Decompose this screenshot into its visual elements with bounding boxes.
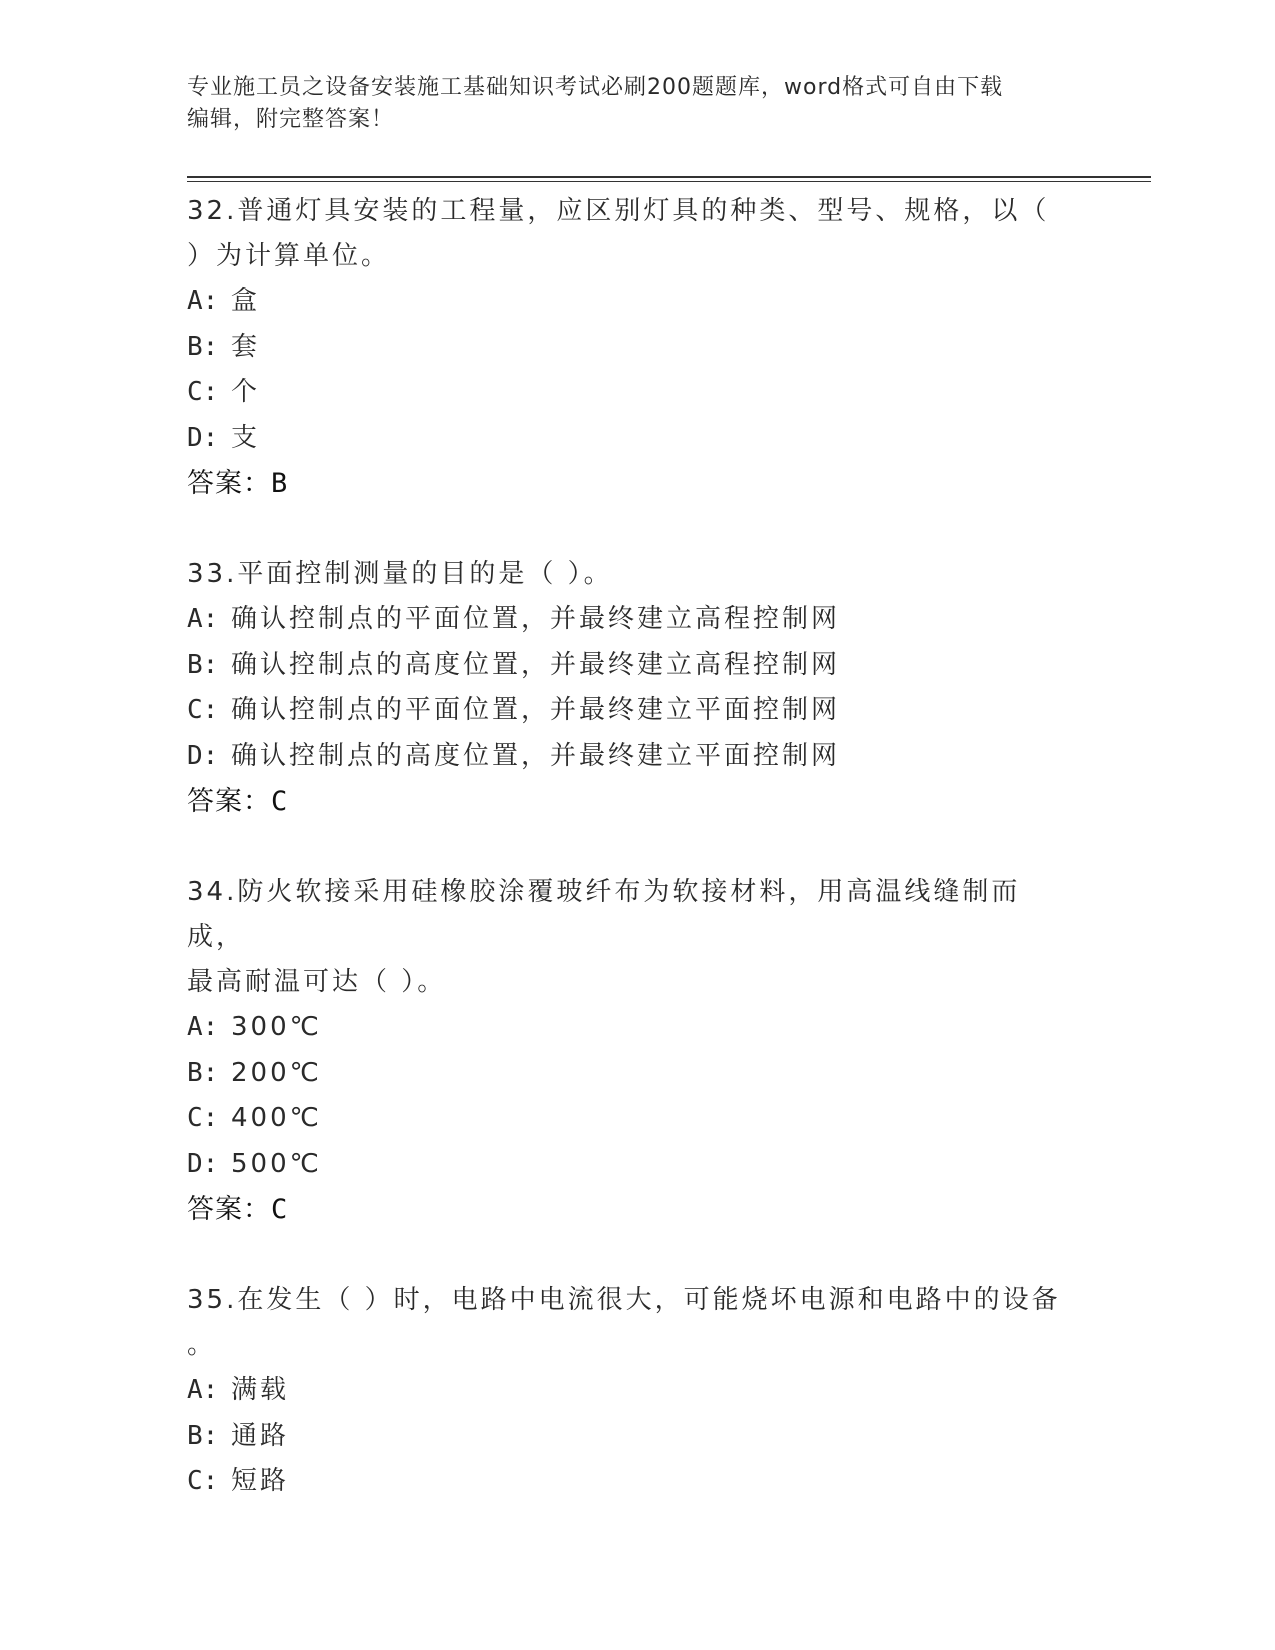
option-letter: B: (187, 331, 219, 362)
option-letter: C: (187, 1466, 219, 1496)
question-list (187, 189, 1067, 1550)
option-letter: D: (187, 1148, 219, 1179)
header-line-1: 专业施工员之设备安装施工基础知识考试必刷200题题库，word格式可自由下载 (187, 75, 1004, 100)
option-text: 短路 (231, 1466, 290, 1496)
question-text-line: ）为计算单位。 (187, 241, 391, 271)
option-a (187, 1005, 1067, 1051)
question-text-line: 35.在发生（ ）时，电路中电流很大，可能烧坏电源和电路中的设备 (187, 1285, 1061, 1315)
option-d (187, 734, 1067, 780)
header-divider-thick (187, 176, 1151, 178)
option-letter: B: (187, 1420, 219, 1451)
header-divider-thin (187, 181, 1151, 182)
answer-label: 答案： (187, 1194, 271, 1225)
question-35 (187, 1278, 1067, 1505)
option-d (187, 1142, 1067, 1188)
option-letter: D: (187, 740, 219, 771)
option-b (187, 643, 1067, 689)
option-text: 个 (231, 377, 261, 407)
option-d (187, 416, 1067, 462)
option-text: 确认控制点的平面位置，并最终建立平面控制网 (231, 695, 841, 725)
answer-label: 答案： (187, 468, 271, 499)
option-letter: D: (187, 422, 219, 453)
option-letter: A: (187, 604, 219, 634)
option-text: 300℃ (231, 1012, 322, 1042)
option-c (187, 1096, 1067, 1142)
option-text: 盒 (231, 286, 261, 316)
question-33 (187, 552, 1067, 825)
question-text-line: 最高耐温可达（ ）。 (187, 967, 447, 997)
option-b (187, 1051, 1067, 1097)
question-32 (187, 189, 1067, 507)
answer-value: B (271, 468, 289, 499)
option-text: 200℃ (231, 1057, 322, 1088)
answer-line (187, 461, 1067, 507)
option-a (187, 1368, 1067, 1414)
option-c (187, 370, 1067, 416)
question-34 (187, 870, 1067, 1233)
option-letter: A: (187, 1375, 219, 1405)
option-a (187, 597, 1067, 643)
option-c (187, 1459, 1067, 1505)
option-letter: A: (187, 286, 219, 316)
option-text: 确认控制点的平面位置，并最终建立高程控制网 (231, 604, 841, 634)
option-letter: C: (187, 1103, 219, 1133)
option-text: 确认控制点的高度位置，并最终建立高程控制网 (231, 649, 841, 680)
answer-value: C (271, 1194, 289, 1225)
option-text: 确认控制点的高度位置，并最终建立平面控制网 (231, 740, 841, 771)
option-a (187, 279, 1067, 325)
option-c (187, 688, 1067, 734)
answer-line (187, 1187, 1067, 1233)
option-b (187, 325, 1067, 371)
option-letter: C: (187, 695, 219, 725)
option-text: 套 (231, 331, 261, 362)
option-letter: C: (187, 377, 219, 407)
option-text: 通路 (231, 1420, 290, 1451)
option-b (187, 1414, 1067, 1460)
question-text-line: 32.普通灯具安装的工程量，应区别灯具的种类、型号、规格，以（ (187, 196, 1050, 226)
option-text: 支 (231, 422, 261, 453)
question-text-line: 33.平面控制测量的目的是（ ）。 (187, 559, 613, 589)
question-text-line: 34.防火软接采用硅橡胶涂覆玻纤布为软接材料，用高温线缝制而成， (187, 877, 1021, 952)
option-letter: B: (187, 1057, 219, 1088)
answer-value: C (271, 786, 289, 817)
question-text-line: 。 (187, 1330, 217, 1360)
option-text: 满载 (231, 1375, 290, 1405)
document-header (187, 72, 1067, 136)
option-letter: A: (187, 1012, 219, 1042)
answer-line (187, 779, 1067, 825)
option-text: 400℃ (231, 1103, 322, 1133)
option-letter: B: (187, 649, 219, 680)
header-line-2: 编辑，附完整答案！ (187, 107, 395, 132)
option-text: 500℃ (231, 1148, 322, 1179)
answer-label: 答案： (187, 786, 271, 817)
